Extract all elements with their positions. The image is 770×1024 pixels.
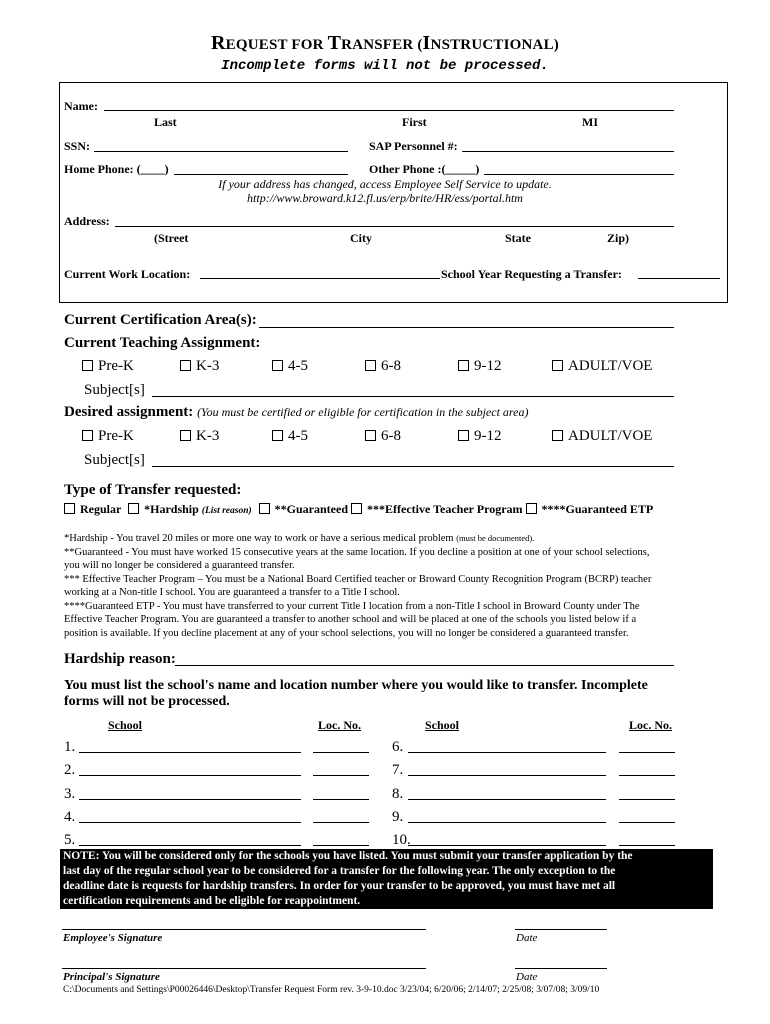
- definition-line: *** Effective Teacher Program – You must be a National Board Certified teacher or Broward County Recognition Program (BCRP) teacher: [64, 573, 652, 585]
- transfer-etp-option[interactable]: ***Effective Teacher Program: [351, 502, 523, 516]
- address-field[interactable]: [115, 226, 674, 227]
- desired-option-adult-voe[interactable]: ADULT/VOE: [552, 428, 652, 445]
- checkbox-icon[interactable]: [365, 430, 376, 441]
- current-subject-field[interactable]: [152, 396, 674, 397]
- school-list-instruction: You must list the school's name and location number where you would like to transfer. Incomplete forms will not be processed.: [64, 678, 648, 709]
- checkbox-icon[interactable]: [458, 430, 469, 441]
- checkbox-icon[interactable]: [526, 503, 537, 514]
- definition-line: you will no longer be considered a guaranteed transfer.: [64, 560, 295, 571]
- first-name-caption: First: [402, 115, 427, 129]
- checkbox-icon[interactable]: [82, 430, 93, 441]
- certification-label: Current Certification Area(s):: [64, 312, 257, 328]
- school-row-number: 5.: [64, 832, 76, 848]
- desired-option-prek[interactable]: Pre-K: [82, 428, 134, 445]
- employee-signature-label: Employee's Signature: [63, 932, 163, 944]
- other-phone-field[interactable]: [484, 174, 674, 175]
- checkbox-icon[interactable]: [64, 503, 75, 514]
- school-loc-field[interactable]: [619, 775, 675, 776]
- school-year-field[interactable]: [638, 278, 720, 279]
- principal-date-field[interactable]: [515, 968, 607, 969]
- sap-field[interactable]: [462, 151, 674, 152]
- principal-signature-field[interactable]: [62, 968, 426, 969]
- work-location-label: Current Work Location:: [64, 267, 191, 281]
- work-location-field[interactable]: [200, 278, 440, 279]
- ssn-label: SSN:: [64, 139, 91, 153]
- school-name-field[interactable]: [408, 845, 606, 846]
- employee-date-label: Date: [516, 932, 538, 944]
- desired-option-68[interactable]: 6-8: [365, 428, 401, 445]
- certification-field[interactable]: [259, 327, 674, 328]
- school-loc-field[interactable]: [619, 845, 675, 846]
- school-name-field[interactable]: [408, 775, 606, 776]
- loc-column-header: Loc. No.: [629, 718, 672, 732]
- transfer-guaranteed-etp-option[interactable]: ****Guaranteed ETP: [526, 502, 654, 516]
- current-option-912[interactable]: 9-12: [458, 358, 502, 375]
- school-row-number: 9.: [392, 809, 404, 825]
- current-subject-label: Subject[s]: [84, 382, 145, 398]
- home-phone-field[interactable]: [174, 174, 348, 175]
- desired-option-45[interactable]: 4-5: [272, 428, 308, 445]
- school-row-number: 6.: [392, 739, 404, 755]
- state-caption: State: [505, 231, 531, 245]
- school-row-number: 10.: [392, 832, 411, 848]
- school-loc-field[interactable]: [313, 775, 369, 776]
- school-row-number: 8.: [392, 786, 404, 802]
- checkbox-icon[interactable]: [552, 430, 563, 441]
- sap-label: SAP Personnel #:: [369, 139, 458, 153]
- desired-subject-label: Subject[s]: [84, 452, 145, 468]
- checkbox-icon[interactable]: [552, 360, 563, 371]
- checkbox-icon[interactable]: [351, 503, 362, 514]
- checkbox-icon[interactable]: [272, 430, 283, 441]
- definition-line: **Guaranteed - You must have worked 15 consecutive years at the same location. If you decline a position at one of your school selections,: [64, 546, 650, 558]
- school-name-field[interactable]: [79, 845, 301, 846]
- desired-assignment-heading: Desired assignment: (You must be certified or eligible for certification in the subject area): [64, 404, 529, 420]
- school-name-field[interactable]: [79, 799, 301, 800]
- loc-column-header: Loc. No.: [318, 718, 361, 732]
- checkbox-icon[interactable]: [82, 360, 93, 371]
- school-loc-field[interactable]: [619, 752, 675, 753]
- school-year-label: School Year Requesting a Transfer:: [441, 267, 622, 281]
- school-name-field[interactable]: [79, 775, 301, 776]
- desired-option-912[interactable]: 9-12: [458, 428, 502, 445]
- school-loc-field[interactable]: [313, 799, 369, 800]
- ssn-field[interactable]: [94, 151, 348, 152]
- form-title: REQUEST FOR TRANSFER (INSTRUCTIONAL): [211, 32, 559, 54]
- principal-signature-label: Principal's Signature: [63, 971, 160, 983]
- definition-line: working at a Non-title I school. You are guaranteed a transfer to a Title I school.: [64, 587, 400, 598]
- definition-line: position is available. If you decline placement at any of your school selections, you will no longer be considered a guaranteed transfer.: [64, 627, 629, 639]
- current-option-45[interactable]: 4-5: [272, 358, 308, 375]
- school-name-field[interactable]: [408, 799, 606, 800]
- other-phone-label: Other Phone :(_____): [369, 162, 480, 176]
- document-path-footer: C:\Documents and Settings\P00026446\Desktop\Transfer Request Form rev. 3-9-10.doc 3/23/04; 6/20/06; 2/14/07; 2/25/08; 3/07/08; 3/09/10: [63, 985, 600, 995]
- checkbox-icon[interactable]: [272, 360, 283, 371]
- school-loc-field[interactable]: [313, 752, 369, 753]
- desired-option-k3[interactable]: K-3: [180, 428, 219, 445]
- checkbox-icon[interactable]: [365, 360, 376, 371]
- city-caption: City: [350, 231, 372, 245]
- name-label: Name:: [64, 99, 98, 113]
- address-label: Address:: [64, 214, 110, 228]
- definition-line: ****Guaranteed ETP - You must have transferred to your current Title I location from a non-Title I school in Broward County under The: [64, 600, 640, 612]
- current-option-k3[interactable]: K-3: [180, 358, 219, 375]
- ess-portal-link[interactable]: http://www.broward.k12.fl.us/erp/brite/HR/ess/portal.htm: [247, 191, 523, 205]
- school-loc-field[interactable]: [313, 822, 369, 823]
- transfer-guaranteed-option[interactable]: **Guaranteed: [259, 502, 348, 516]
- transfer-type-options: [64, 502, 653, 517]
- mi-caption: MI: [582, 115, 598, 129]
- checkbox-icon[interactable]: [128, 503, 139, 514]
- school-loc-field[interactable]: [313, 845, 369, 846]
- current-assignment-label: Current Teaching Assignment:: [64, 335, 261, 351]
- current-option-prek[interactable]: Pre-K: [82, 358, 134, 375]
- school-column-header: School: [425, 718, 460, 732]
- address-update-note: If your address has changed, access Employee Self Service to update.: [218, 177, 552, 191]
- employee-signature-field[interactable]: [62, 929, 426, 930]
- school-name-field[interactable]: [79, 822, 301, 823]
- hardship-reason-label: Hardship reason:: [64, 651, 176, 667]
- transfer-type-label: Type of Transfer requested:: [64, 482, 242, 498]
- checkbox-icon[interactable]: [180, 430, 191, 441]
- checkbox-icon[interactable]: [458, 360, 469, 371]
- zip-caption: Zip): [607, 231, 630, 245]
- school-row-number: 7.: [392, 762, 404, 778]
- transfer-definitions: [64, 532, 724, 640]
- name-field[interactable]: [104, 110, 674, 111]
- school-row-number: 4.: [64, 809, 76, 825]
- school-row-number: 2.: [64, 762, 76, 778]
- hardship-reason-field[interactable]: [175, 665, 674, 666]
- submission-note: NOTE: You will be considered only for the schools you have listed. You must submit your transfer application by the last day of the regular school year to be considered for a transfer for the following year. The only exception to the deadline date is requests for hardship transfers. In order for your transfer to be approved, you must have met all certification requirements and be eligible for reappointment.: [60, 849, 713, 909]
- school-name-field[interactable]: [79, 752, 301, 753]
- home-phone-label: Home Phone: (____): [64, 162, 169, 176]
- current-option-adult-voe[interactable]: ADULT/VOE: [552, 358, 652, 375]
- school-row-number: 3.: [64, 786, 76, 802]
- street-caption: (Street: [154, 231, 189, 245]
- school-name-field[interactable]: [408, 752, 606, 753]
- last-name-caption: Last: [154, 115, 177, 129]
- desired-subject-field[interactable]: [152, 466, 674, 467]
- form-subtitle: Incomplete forms will not be processed.: [221, 58, 549, 74]
- school-loc-field[interactable]: [619, 822, 675, 823]
- checkbox-icon[interactable]: [259, 503, 270, 514]
- employee-date-field[interactable]: [515, 929, 607, 930]
- definition-line: *Hardship - You travel 20 miles or more one way to work or have a serious medical problem (must be documented).: [64, 533, 535, 544]
- checkbox-icon[interactable]: [180, 360, 191, 371]
- school-column-header: School: [108, 718, 143, 732]
- definition-line: Effective Teacher Program. You are guaranteed a transfer to another school and will be placed at one of the schools you listed below if a: [64, 614, 637, 625]
- school-row-number: 1.: [64, 739, 76, 755]
- transfer-regular-option[interactable]: Regular: [64, 502, 121, 516]
- transfer-hardship-option[interactable]: *Hardship (List reason): [128, 502, 252, 516]
- current-option-68[interactable]: 6-8: [365, 358, 401, 375]
- school-loc-field[interactable]: [619, 799, 675, 800]
- principal-date-label: Date: [516, 971, 538, 983]
- school-name-field[interactable]: [408, 822, 606, 823]
